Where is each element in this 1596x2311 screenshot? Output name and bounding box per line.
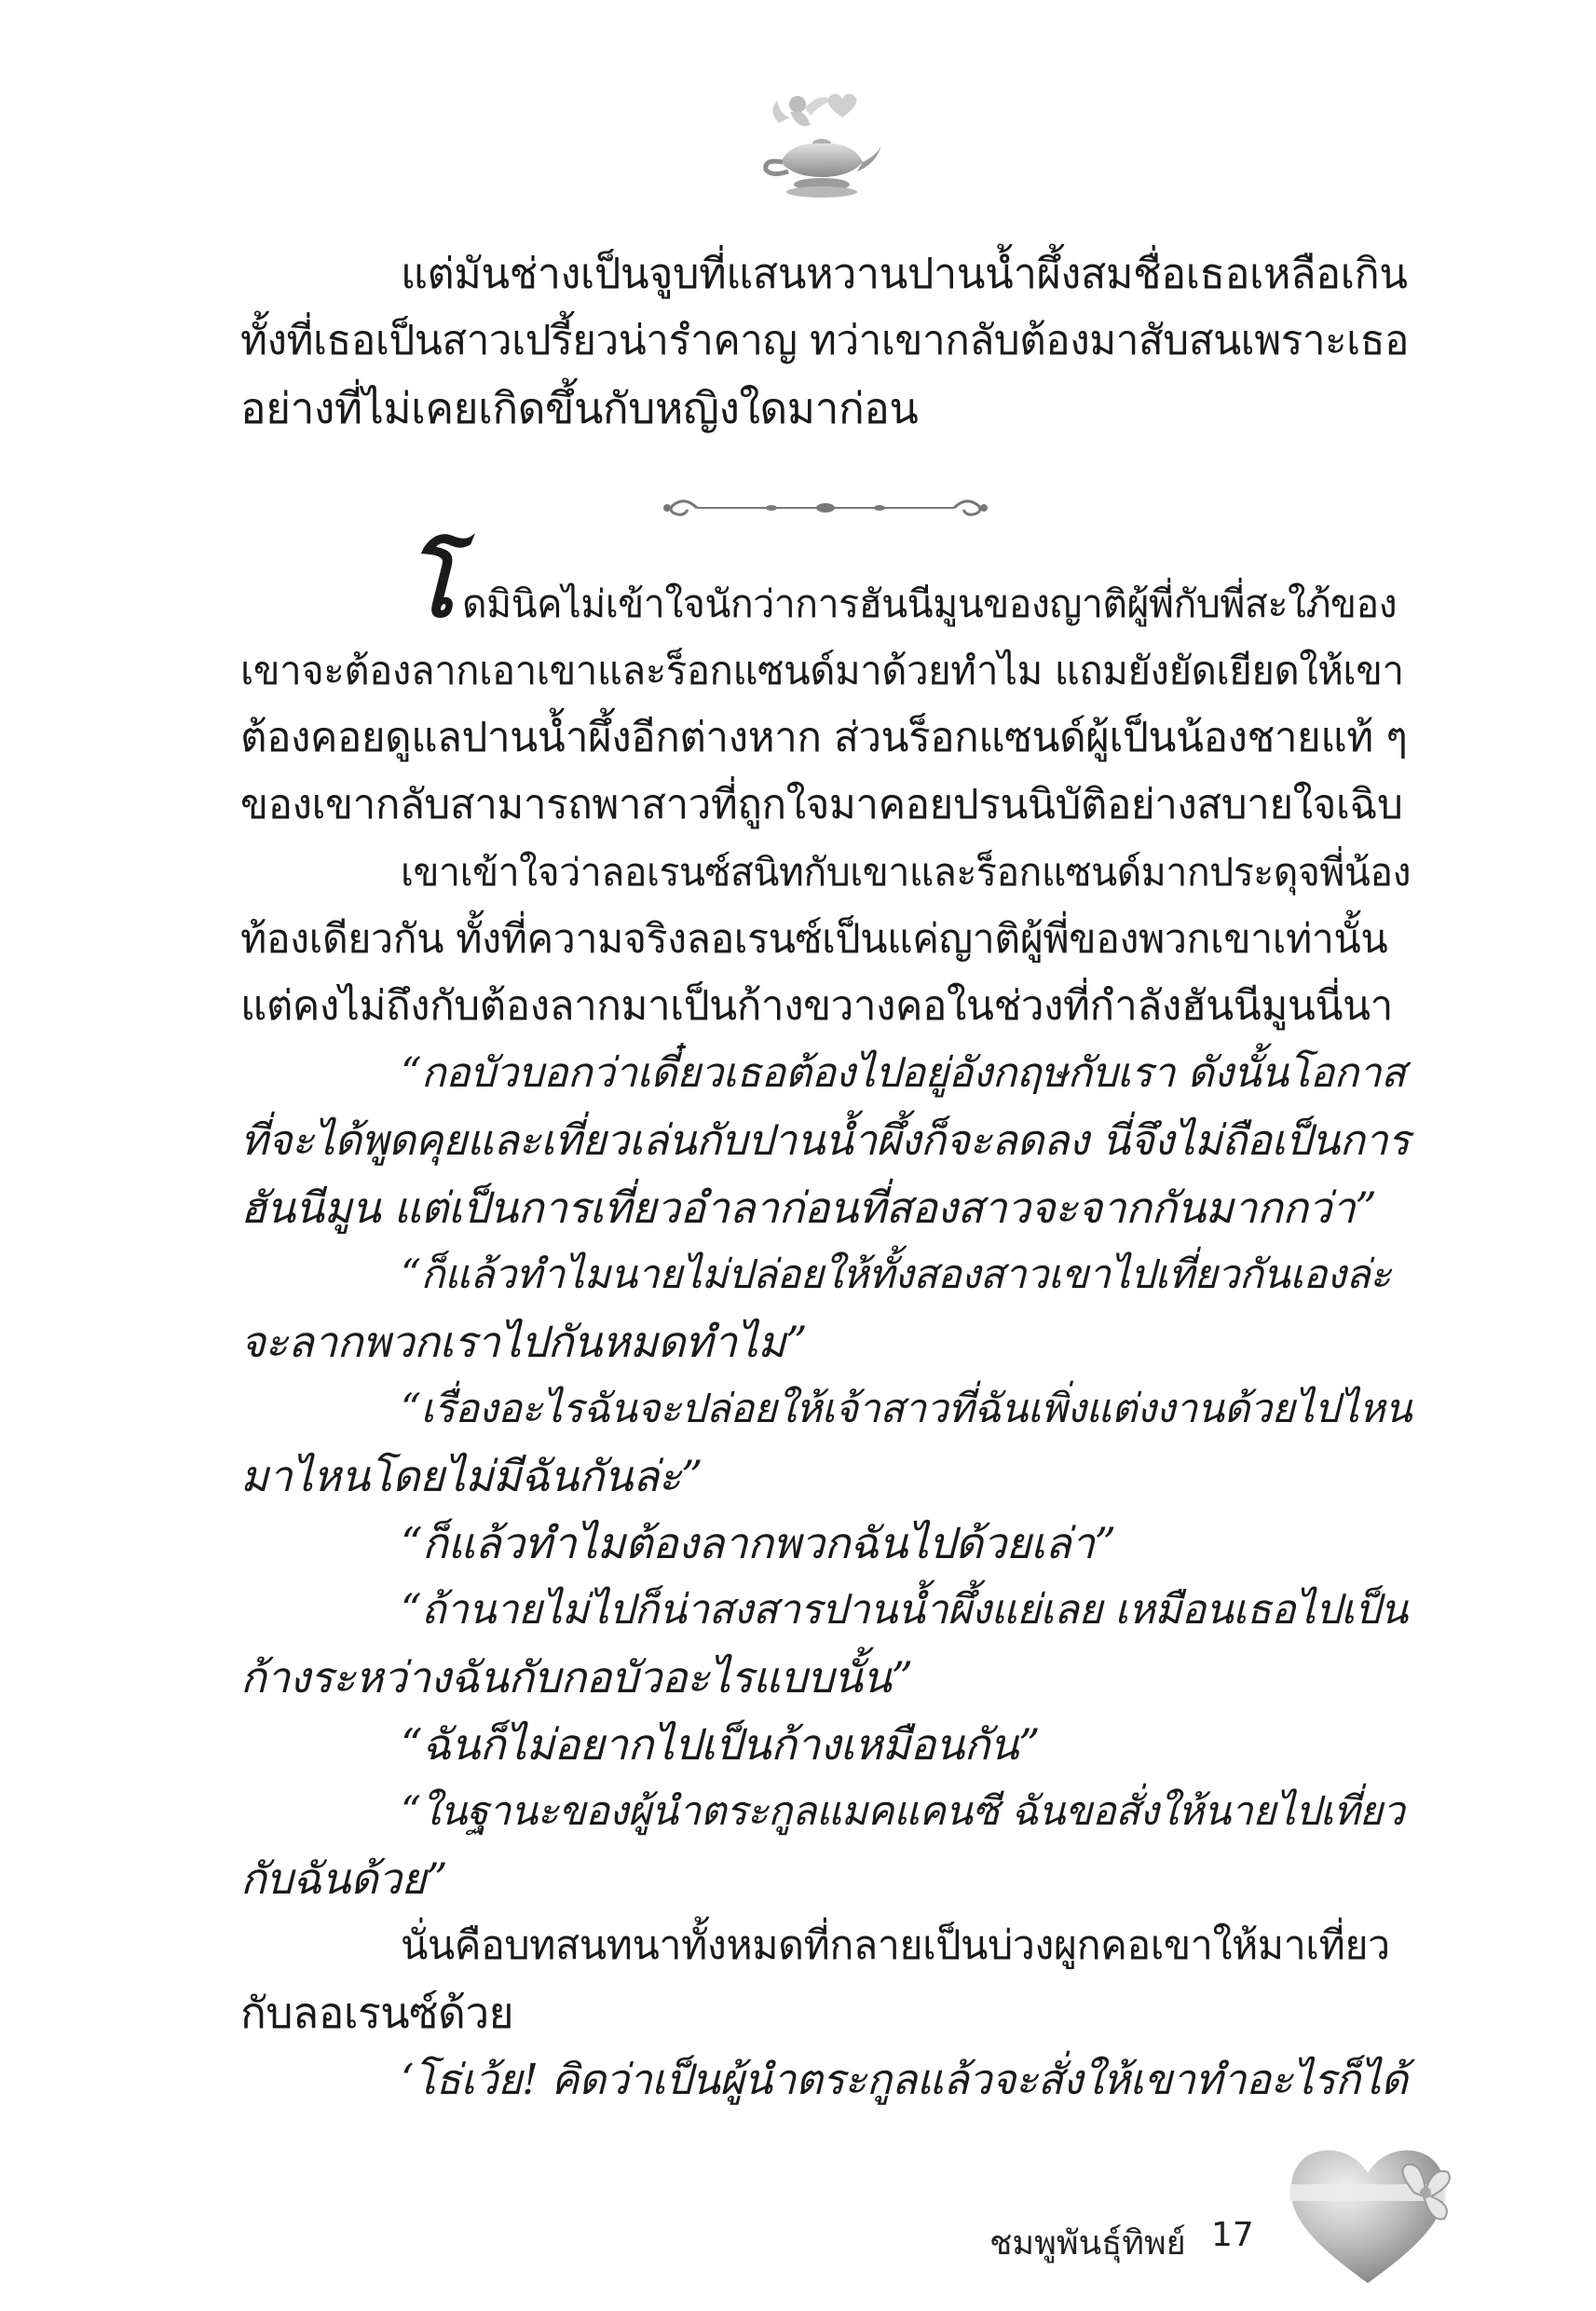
text-line: มาไหนโดยไม่มีฉันกันล่ะ”: [240, 1451, 703, 1501]
section-one-text: [240, 240, 1412, 442]
text-line: “กอบัวบอกว่าเดี๋ยวเธอต้องไปอยู่อังกฤษกับเรา ดังนั้นโอกาส: [401, 1049, 1406, 1097]
text-line: นั่นคือบทสนทนาทั้งหมดที่กลายเป็นบ่วงผูกคอเขาให้มาเที่ยว: [401, 1922, 1390, 1969]
heart-ribbon-icon: [1284, 2134, 1452, 2292]
page-number: 17: [1211, 2216, 1254, 2254]
text-line: ต้องคอยดูแลปานน้ำผึ้งอีกต่างหาก ส่วนร็อกแซนด์ผู้เป็นน้องชายแท้ ๆ: [240, 714, 1408, 761]
paragraph-lines: [240, 637, 1412, 2113]
first-line: [240, 532, 1412, 637]
drop-cap: โ: [406, 532, 455, 637]
book-title: ชมพูพันธุ์ทิพย์: [989, 2224, 1186, 2263]
text-line: จะลากพวกเราไปกันหมดทำไม”: [240, 1317, 808, 1367]
text-line: ก้างระหว่างฉันกับกอบัวอะไรแบบนั้น”: [240, 1652, 913, 1702]
text-line: “ในฐานะของผู้นำตระกูลแมคแคนซี ฉันขอสั่งให้นายไปเที่ยว: [401, 1788, 1405, 1835]
text-line: เขาเข้าใจว่าลอเรนซ์สนิทกับเขาและร็อกแซนด์มากประดุจพี่น้อง: [401, 850, 1412, 895]
text-line: แต่คงไม่ถึงกับต้องลากมาเป็นก้างขวางคอในช่วงที่กำลังฮันนีมูนนี่นา: [240, 982, 1393, 1030]
text-line: “ถ้านายไม่ไปก็น่าสงสารปานน้ำผึ้งแย่เลย เหมือนเธอไปเป็น: [401, 1586, 1408, 1634]
text-line: กับฉันด้วย”: [240, 1853, 448, 1904]
text-line: ฮันนีมูน แต่เป็นการเที่ยวอำลาก่อนที่สองสาวจะจากกันมากกว่า”: [240, 1183, 1377, 1233]
text-line: ของเขากลับสามารถพาสาวที่ถูกใจมาคอยปรนนิบัติอย่างสบายใจเฉิบ: [240, 781, 1403, 828]
text-line: อย่างที่ไม่เคยเกิดขึ้นกับหญิงใดมาก่อน: [240, 383, 919, 433]
text-line: ทั้งที่เธอเป็นสาวเปรี้ยวน่ารำคาญ ทว่าเขากลับต้องมาสับสนเพราะเธอ: [240, 317, 1409, 364]
text-line: แต่มันช่างเป็นจูบที่แสนหวานปานน้ำผึ้งสมชื่อเธอเหลือเกิน: [401, 249, 1408, 298]
text-line: “ฉันก็ไม่อยากไปเป็นก้างเหมือนกัน”: [401, 1719, 1040, 1770]
text-line: “เรื่องอะไรฉันจะปล่อยให้เจ้าสาวที่ฉันเพิ่งแต่งงานด้วยไปไหน: [401, 1386, 1412, 1432]
text-line: เขาจะต้องลากเอาเขาและร็อกแซนด์มาด้วยทำไม แถมยังยัดเยียดให้เขา: [240, 648, 1404, 693]
text-line: “ก็แล้วทำไมต้องลากพวกฉันไปด้วยเล่า”: [401, 1518, 1116, 1568]
cupid-lamp-ornament: [753, 84, 883, 205]
text-line: ‘โธ่เว้ย! คิดว่าเป็นผู้นำตระกูลแล้วจะสั่งให้เขาทำอะไรก็ได้: [401, 2055, 1408, 2104]
text-line: ที่จะได้พูดคุยและเที่ยวเล่นกับปานน้ำผึ้งก็จะลดลง นี่จึงไม่ถือเป็นการ: [240, 1115, 1410, 1165]
section-two-text: [240, 532, 1412, 2113]
text-line: กับลอเรนซ์ด้วย: [240, 1988, 514, 2038]
text-line: ท้องเดียวกัน ทั้งที่ความจริงลอเรนซ์เป็นแค่ญาติผู้พี่ของพวกเขาเท่านั้น: [240, 916, 1388, 963]
text-line: “ก็แล้วทำไมนายไม่ปล่อยให้ทั้งสองสาวเขาไปเที่ยวกันเองล่ะ: [401, 1251, 1391, 1298]
first-line-text: ดมินิคไม่เข้าใจนักว่าการฮันนีมูนของญาติผู้พี่กับพี่สะใภ้ของ: [462, 581, 1398, 626]
scroll-divider-ornament: [660, 494, 991, 522]
